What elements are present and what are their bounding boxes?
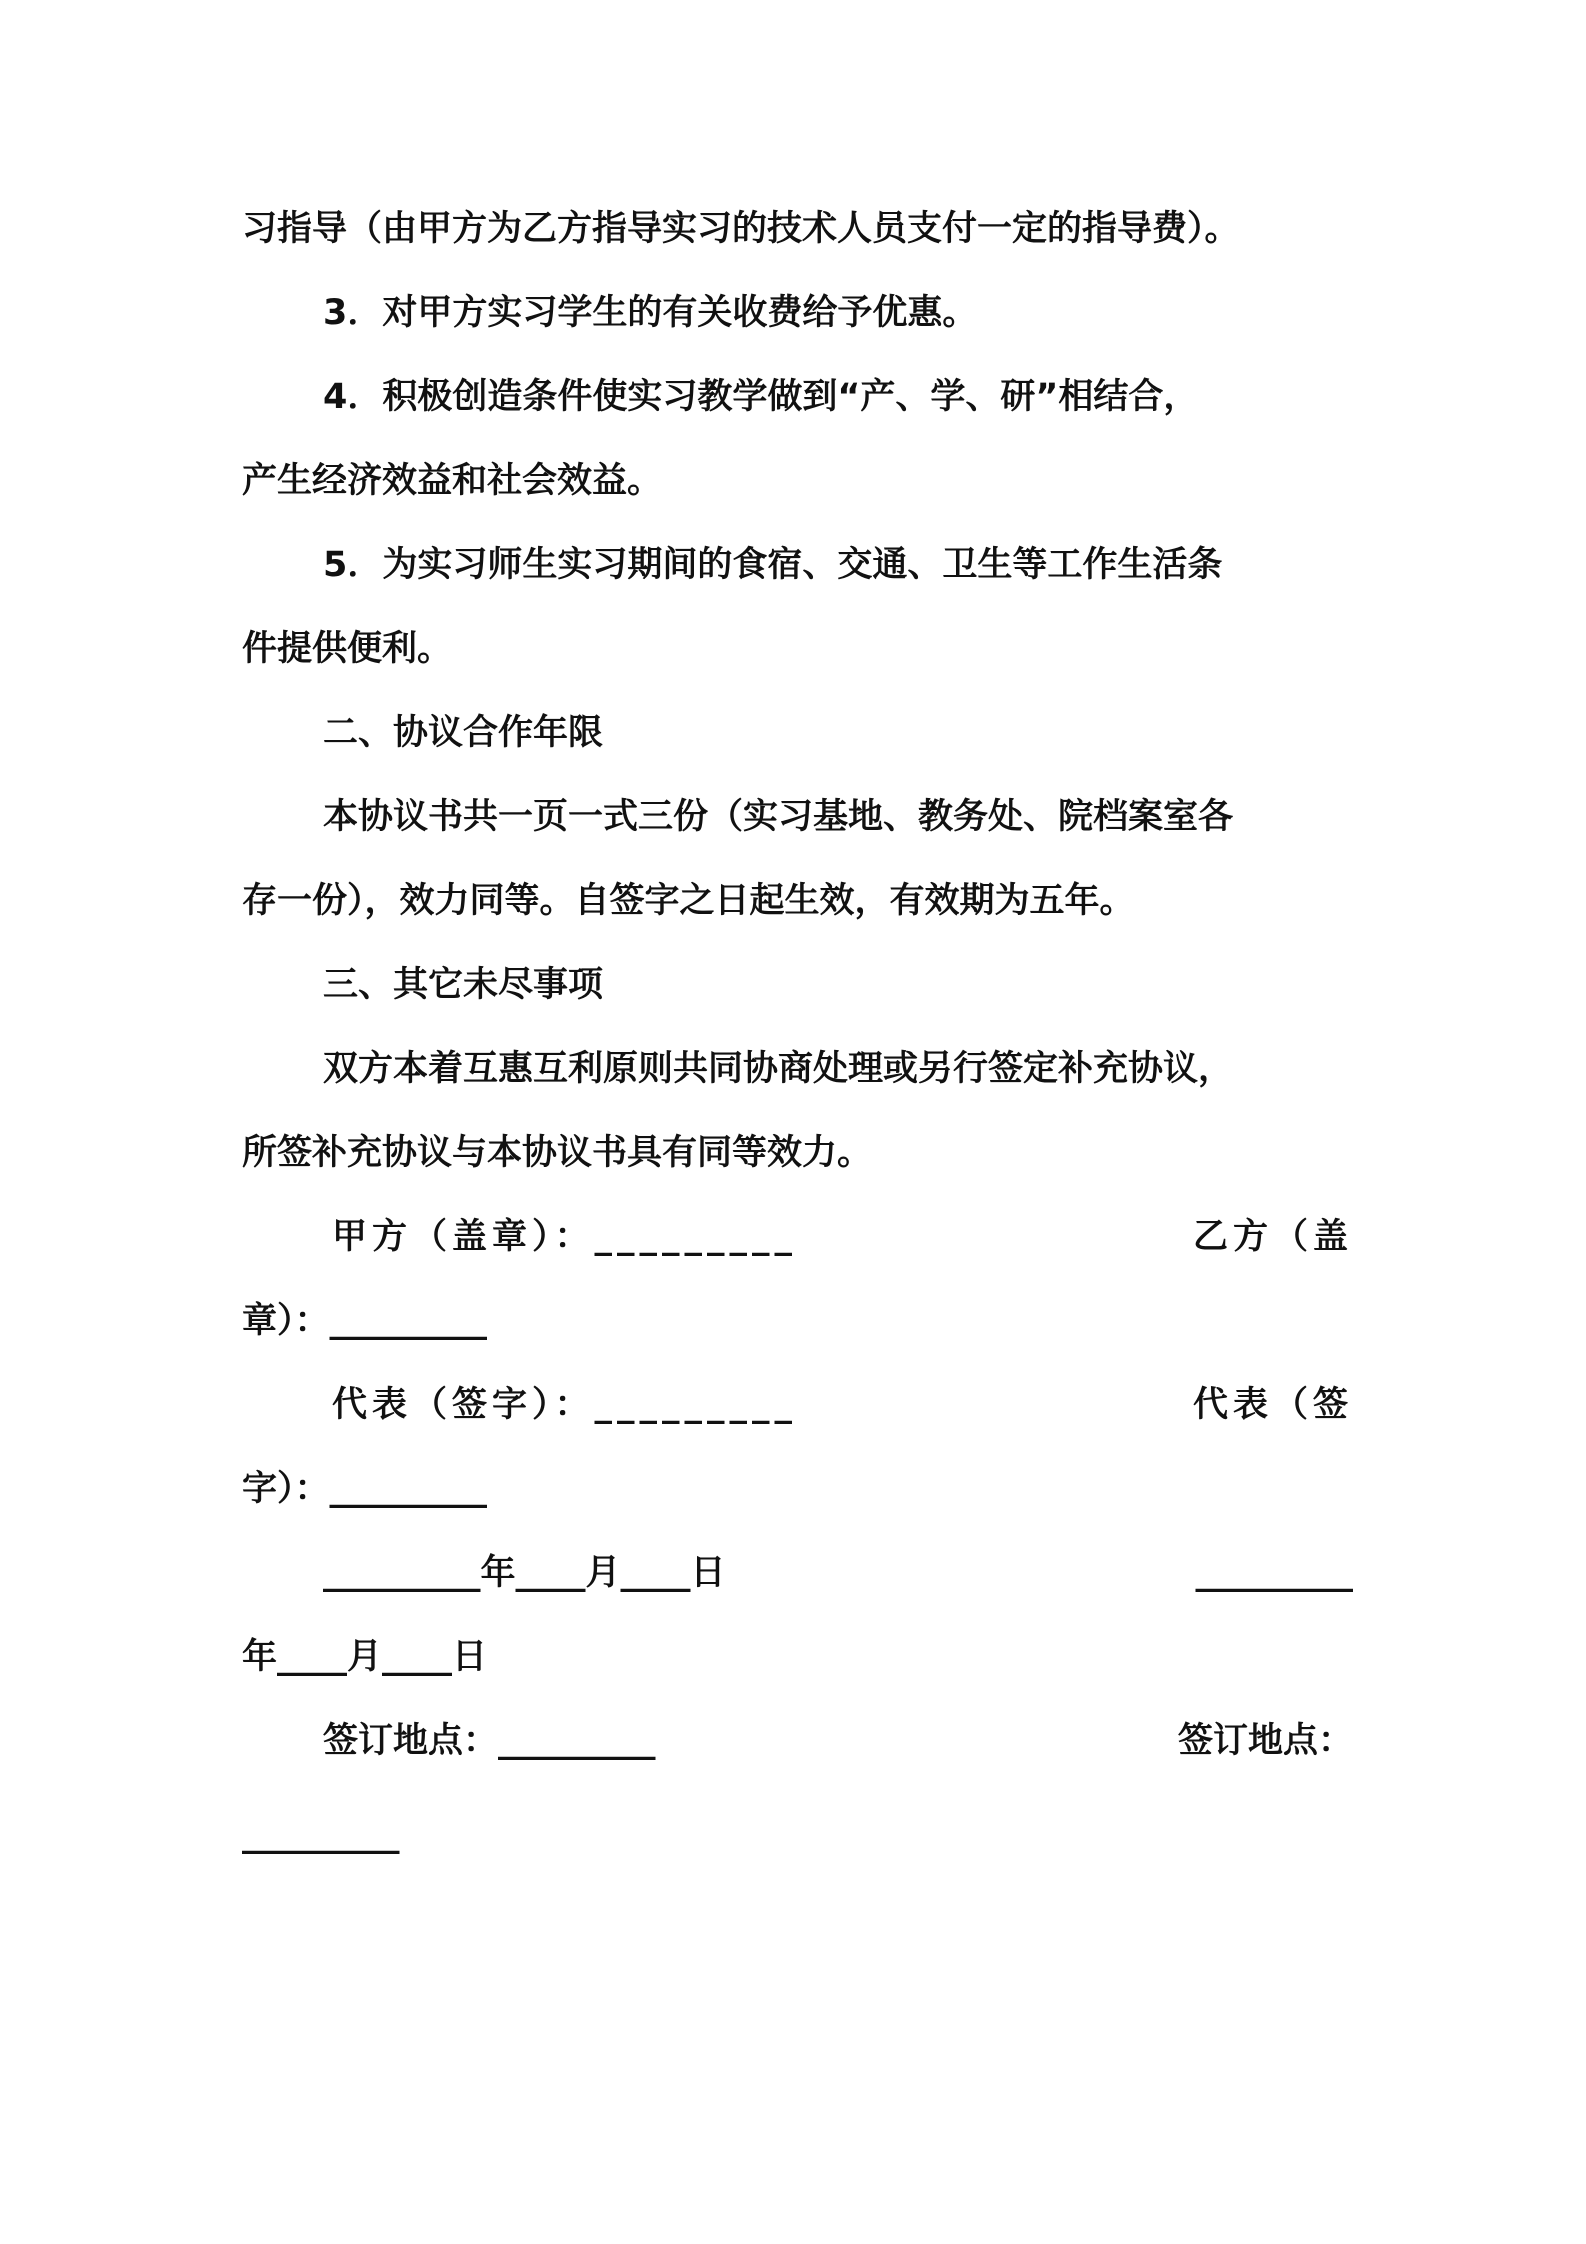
signing-place-b-part-2: _________ bbox=[242, 1815, 400, 1855]
section-heading-other: 三、其它未尽事项 bbox=[323, 965, 604, 1005]
list-item-5-line-1: 5．为实习师生实习期间的食宿、交通、卫生等工作生活条 bbox=[323, 545, 1223, 585]
paragraph-line: 习指导（由甲方为乙方指导实习的技术人员支付一定的指导费）。 bbox=[242, 209, 1240, 249]
representative-b-part-2: 字）：_________ bbox=[242, 1469, 488, 1509]
date-b-part-2: 年____月____日 bbox=[242, 1637, 488, 1677]
section-3-line-1: 双方本着互惠互利原则共同协商处理或另行签定补充协议， bbox=[323, 1049, 1234, 1089]
party-b-seal-part-1: 乙方（盖 bbox=[1192, 1217, 1353, 1257]
date-b-part-1: _________ bbox=[1195, 1553, 1353, 1593]
party-a-seal: 甲方（盖章）：_________ bbox=[332, 1217, 798, 1257]
representative-a: 代表（签字）：_________ bbox=[332, 1385, 798, 1425]
signing-place-b-part-1: 签订地点： bbox=[1177, 1721, 1353, 1761]
section-heading-term: 二、协议合作年限 bbox=[323, 713, 604, 753]
date-a: _________年____月____日 bbox=[323, 1553, 726, 1593]
section-3-line-2: 所签补充协议与本协议书具有同等效力。 bbox=[242, 1133, 873, 1173]
party-b-seal-part-2: 章）：_________ bbox=[242, 1301, 488, 1341]
list-item-4-line-2: 产生经济效益和社会效益。 bbox=[242, 461, 663, 501]
section-2-line-2: 存一份），效力同等。自签字之日起生效，有效期为五年。 bbox=[242, 881, 1135, 921]
list-item-3: 3．对甲方实习学生的有关收费给予优惠。 bbox=[323, 293, 978, 333]
signing-place-a: 签订地点：_________ bbox=[323, 1721, 656, 1761]
representative-b-part-1: 代表（签 bbox=[1192, 1385, 1353, 1425]
list-item-4-line-1: 4．积极创造条件使实习教学做到“产、学、研”相结合， bbox=[323, 377, 1199, 417]
list-item-5-line-2: 件提供便利。 bbox=[242, 629, 453, 669]
section-2-line-1: 本协议书共一页一式三份（实习基地、教务处、院档案室各 bbox=[323, 797, 1234, 837]
